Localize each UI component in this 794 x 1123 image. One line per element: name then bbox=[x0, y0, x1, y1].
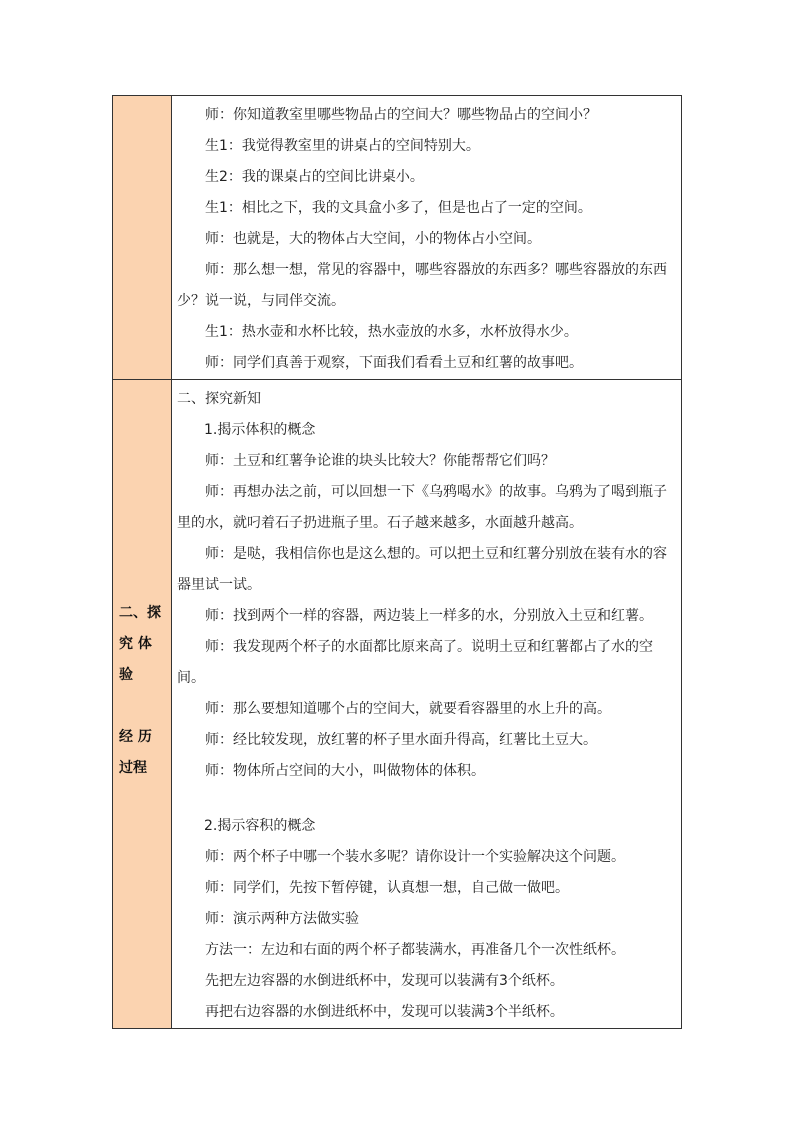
section-content-cell-1 bbox=[172, 96, 682, 380]
section-label-cell-1 bbox=[113, 96, 172, 380]
dialogue-line: 师：物体所占空间的大小，叫做物体的体积。 bbox=[205, 763, 485, 779]
dialogue-line: 师：再想办法之前，可以回想一下《乌鸦喝水》的故事。乌鸦为了喝到瓶子里的水，就叼着石子扔进瓶子里。石子越来越多，水面越升越高。 bbox=[177, 484, 667, 531]
dialogue-line: 师：土豆和红薯争论谁的块头比较大？你能帮帮它们吗？ bbox=[205, 453, 555, 469]
section-label-line: 究 体 bbox=[119, 636, 152, 652]
subsection-title: 2.揭示容积的概念 bbox=[204, 818, 316, 834]
dialogue-line: 师：找到两个一样的容器，两边装上一样多的水，分别放入土豆和红薯。 bbox=[205, 608, 653, 624]
section-title: 二、探究新知 bbox=[177, 391, 261, 407]
dialogue-line: 师：我发现两个杯子的水面都比原来高了。说明土豆和红薯都占了水的空间。 bbox=[177, 639, 653, 686]
section-label-line: 经 历 bbox=[119, 729, 152, 745]
dialogue-line: 生1：我觉得教室里的讲桌占的空间特别大。 bbox=[205, 138, 480, 154]
section-label-2 bbox=[113, 380, 171, 1028]
section-label-cell-2 bbox=[113, 380, 172, 1029]
dialogue-line: 师：也就是，大的物体占大空间，小的物体占小空间。 bbox=[205, 231, 541, 247]
dialogue-line: 师：是哒，我相信你也是这么想的。可以把土豆和红薯分别放在装有水的容器里试一试。 bbox=[177, 546, 667, 593]
lesson-plan-table bbox=[112, 95, 682, 1029]
dialogue-line: 师：那么想一想，常见的容器中，哪些容器放的东西多？哪些容器放的东西少？说一说，与同伴交流。 bbox=[177, 262, 667, 309]
table-row-intro bbox=[113, 96, 682, 380]
section-label-line: 验 bbox=[119, 667, 133, 683]
dialogue-line: 师：那么要想知道哪个占的空间大，就要看容器里的水上升的高。 bbox=[205, 701, 611, 717]
dialogue-line: 再把右边容器的水倒进纸杯中，发现可以装满3个半纸杯。 bbox=[205, 1004, 564, 1020]
subsection-title: 1.揭示体积的概念 bbox=[204, 422, 316, 438]
dialogue-line: 师：演示两种方法做实验 bbox=[205, 911, 359, 927]
section-label-line: 过程 bbox=[119, 760, 147, 776]
dialogue-line: 生1：热水壶和水杯比较，热水壶放的水多，水杯放得水少。 bbox=[205, 324, 578, 340]
section-label-spacer bbox=[119, 691, 167, 722]
paragraph-gap bbox=[177, 787, 676, 811]
section-label-text-2 bbox=[119, 598, 167, 784]
dialogue-line: 师：经比较发现，放红薯的杯子里水面升得高，红薯比土豆大。 bbox=[205, 732, 597, 748]
dialogue-line: 师：同学们真善于观察，下面我们看看土豆和红薯的故事吧。 bbox=[205, 355, 583, 371]
section-content-cell-2 bbox=[172, 380, 682, 1029]
section-label-1 bbox=[113, 96, 171, 379]
dialogue-section-1 bbox=[172, 96, 681, 379]
table-row-explore bbox=[113, 380, 682, 1029]
dialogue-line: 先把左边容器的水倒进纸杯中，发现可以装满有3个纸杯。 bbox=[205, 973, 564, 989]
dialogue-line: 师：同学们，先按下暂停键，认真想一想，自己做一做吧。 bbox=[205, 880, 569, 896]
dialogue-line: 生1：相比之下，我的文具盒小多了，但是也占了一定的空间。 bbox=[205, 200, 592, 216]
section-label-line: 二、探 bbox=[119, 605, 161, 621]
dialogue-line: 生2：我的课桌占的空间比讲桌小。 bbox=[205, 169, 424, 185]
dialogue-section-2 bbox=[172, 380, 681, 1028]
dialogue-line: 方法一：左边和右面的两个杯子都装满水，再准备几个一次性纸杯。 bbox=[205, 942, 625, 958]
dialogue-line: 师：你知道教室里哪些物品占的空间大？哪些物品占的空间小？ bbox=[205, 107, 597, 123]
dialogue-line: 师：两个杯子中哪一个装水多呢？请你设计一个实验解决这个问题。 bbox=[205, 849, 625, 865]
